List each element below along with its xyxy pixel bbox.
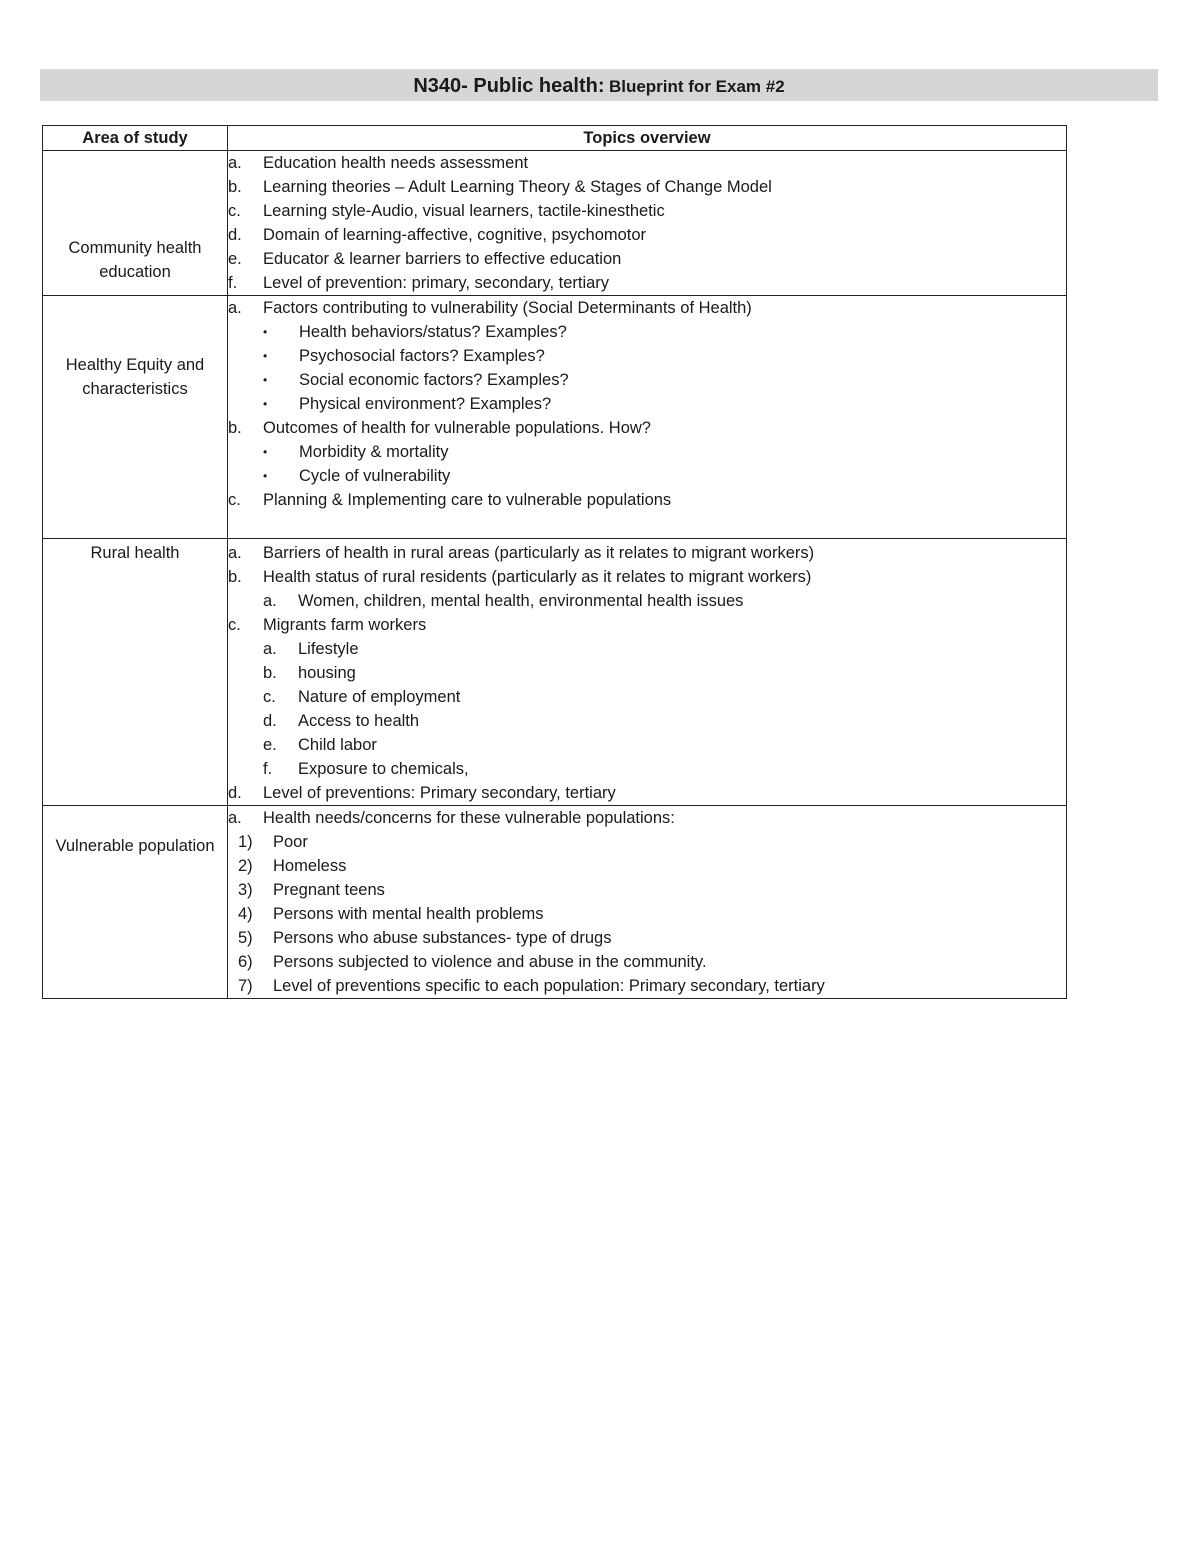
topic-numbered-item <box>228 902 1066 926</box>
blueprint-table <box>42 125 1067 999</box>
topic-item <box>228 806 1066 830</box>
table-row <box>43 806 1067 999</box>
area-cell <box>43 296 228 539</box>
bullet-icon: • <box>263 373 268 387</box>
topic-item <box>228 175 1066 199</box>
topic-item <box>228 247 1066 271</box>
item-text: housing <box>298 664 356 682</box>
topic-subitem <box>228 733 1066 757</box>
topic-item <box>228 223 1066 247</box>
item-text: Social economic factors? Examples? <box>299 371 569 389</box>
item-text: Health behaviors/status? Examples? <box>299 323 567 341</box>
number-marker: 5) <box>238 929 253 947</box>
item-text: Domain of learning-affective, cognitive, psychomotor <box>263 226 647 244</box>
item-marker: e. <box>228 250 242 268</box>
subitem-marker: a. <box>263 640 277 658</box>
item-marker: c. <box>228 202 241 220</box>
item-text: Exposure to chemicals, <box>298 760 469 778</box>
item-text: Access to health <box>298 712 420 730</box>
item-text: Pregnant teens <box>273 881 385 899</box>
topics-cell <box>228 806 1067 999</box>
item-text: Lifestyle <box>298 640 359 658</box>
title-subtitle: Blueprint for Exam #2 <box>608 77 785 96</box>
title-main: N340- Public health: <box>413 75 605 97</box>
bullet-icon: • <box>263 469 268 483</box>
table-header-row <box>43 126 1067 151</box>
item-text: Cycle of vulnerability <box>299 467 451 485</box>
topic-numbered-item <box>228 830 1066 854</box>
subitem-marker: d. <box>263 712 277 730</box>
item-text: Learning theories – Adult Learning Theory & Stages of Change Model <box>263 178 772 196</box>
table-row <box>43 296 1067 539</box>
topics-cell <box>228 296 1067 539</box>
document-title <box>40 69 1158 101</box>
item-marker: b. <box>228 419 242 437</box>
topic-numbered-item <box>228 878 1066 902</box>
area-label: Vulnerable population <box>55 837 215 855</box>
item-text: Nature of employment <box>298 688 461 706</box>
item-text: Poor <box>273 833 308 851</box>
bullet-icon: • <box>263 349 268 363</box>
item-text: Homeless <box>273 857 347 875</box>
topic-numbered-item <box>228 950 1066 974</box>
bullet-icon: • <box>263 325 268 339</box>
table-row <box>43 151 1067 296</box>
item-text: Planning & Implementing care to vulnerable populations <box>263 491 672 509</box>
subitem-marker: e. <box>263 736 277 754</box>
area-label: Community health education <box>68 239 202 281</box>
topic-item <box>228 296 1066 320</box>
item-marker: a. <box>228 544 242 562</box>
topic-item <box>228 488 1066 512</box>
subitem-marker: f. <box>263 760 273 778</box>
item-marker: d. <box>228 784 242 802</box>
item-text: Outcomes of health for vulnerable populations. How? <box>263 419 651 437</box>
item-text: Educator & learner barriers to effective education <box>263 250 622 268</box>
topic-item <box>228 613 1066 637</box>
item-text: Health status of rural residents (particularly as it relates to migrant workers) <box>263 568 812 586</box>
item-marker: a. <box>228 809 242 827</box>
item-text: Barriers of health in rural areas (particularly as it relates to migrant workers) <box>263 544 815 562</box>
item-text: Education health needs assessment <box>263 154 529 172</box>
number-marker: 1) <box>238 833 253 851</box>
topic-item <box>228 565 1066 589</box>
topic-numbered-item <box>228 974 1066 998</box>
item-text: Migrants farm workers <box>263 616 427 634</box>
topic-subitem <box>228 320 1066 344</box>
item-text: Persons who abuse substances- type of drugs <box>273 929 612 947</box>
topics-cell <box>228 151 1067 296</box>
item-text: Level of preventions: Primary secondary, tertiary <box>263 784 616 802</box>
topic-subitem <box>228 368 1066 392</box>
item-text: Child labor <box>298 736 377 754</box>
item-text: Factors contributing to vulnerability (Social Determinants of Health) <box>263 299 752 317</box>
number-marker: 6) <box>238 953 253 971</box>
header-area: Area of study <box>43 126 228 151</box>
area-cell <box>43 539 228 806</box>
topic-subitem <box>228 637 1066 661</box>
item-marker: a. <box>228 154 242 172</box>
item-text: Women, children, mental health, environmental health issues <box>298 592 744 610</box>
topic-subitem <box>228 440 1066 464</box>
bullet-icon: • <box>263 397 268 411</box>
subitem-marker: a. <box>263 592 277 610</box>
header-topics: Topics overview <box>228 126 1067 151</box>
item-text: Level of prevention: primary, secondary, tertiary <box>263 274 610 292</box>
topic-subitem <box>228 589 1066 613</box>
item-marker: c. <box>228 616 241 634</box>
topic-numbered-item <box>228 926 1066 950</box>
area-cell <box>43 806 228 999</box>
area-label: Healthy Equity and characteristics <box>65 356 205 398</box>
item-text: Learning style-Audio, visual learners, tactile-kinesthetic <box>263 202 665 220</box>
topic-item <box>228 416 1066 440</box>
item-text: Level of preventions specific to each population: Primary secondary, tertiary <box>273 977 825 995</box>
item-marker: b. <box>228 568 242 586</box>
topic-subitem <box>228 392 1066 416</box>
topic-item <box>228 151 1066 175</box>
number-marker: 7) <box>238 977 253 995</box>
item-text: Persons subjected to violence and abuse in the community. <box>273 953 707 971</box>
subitem-marker: b. <box>263 664 277 682</box>
item-marker: b. <box>228 178 242 196</box>
topic-subitem <box>228 757 1066 781</box>
topic-subitem <box>228 685 1066 709</box>
topic-item <box>228 781 1066 805</box>
topic-subitem <box>228 661 1066 685</box>
item-marker: f. <box>228 274 238 292</box>
bullet-icon: • <box>263 445 268 459</box>
item-text: Psychosocial factors? Examples? <box>299 347 545 365</box>
item-marker: c. <box>228 491 241 509</box>
area-label: Rural health <box>90 544 180 562</box>
item-marker: a. <box>228 299 242 317</box>
table-row <box>43 539 1067 806</box>
topic-subitem <box>228 709 1066 733</box>
item-text: Health needs/concerns for these vulnerable populations: <box>263 809 675 827</box>
item-marker: d. <box>228 226 242 244</box>
topic-numbered-item <box>228 854 1066 878</box>
item-text: Physical environment? Examples? <box>299 395 552 413</box>
item-text: Morbidity & mortality <box>299 443 449 461</box>
topics-cell <box>228 539 1067 806</box>
topic-subitem <box>228 464 1066 488</box>
topic-item <box>228 199 1066 223</box>
topic-item <box>228 271 1066 295</box>
topic-item <box>228 541 1066 565</box>
subitem-marker: c. <box>263 688 276 706</box>
area-cell <box>43 151 228 296</box>
item-text: Persons with mental health problems <box>273 905 544 923</box>
number-marker: 3) <box>238 881 253 899</box>
topic-subitem <box>228 344 1066 368</box>
number-marker: 4) <box>238 905 253 923</box>
number-marker: 2) <box>238 857 253 875</box>
